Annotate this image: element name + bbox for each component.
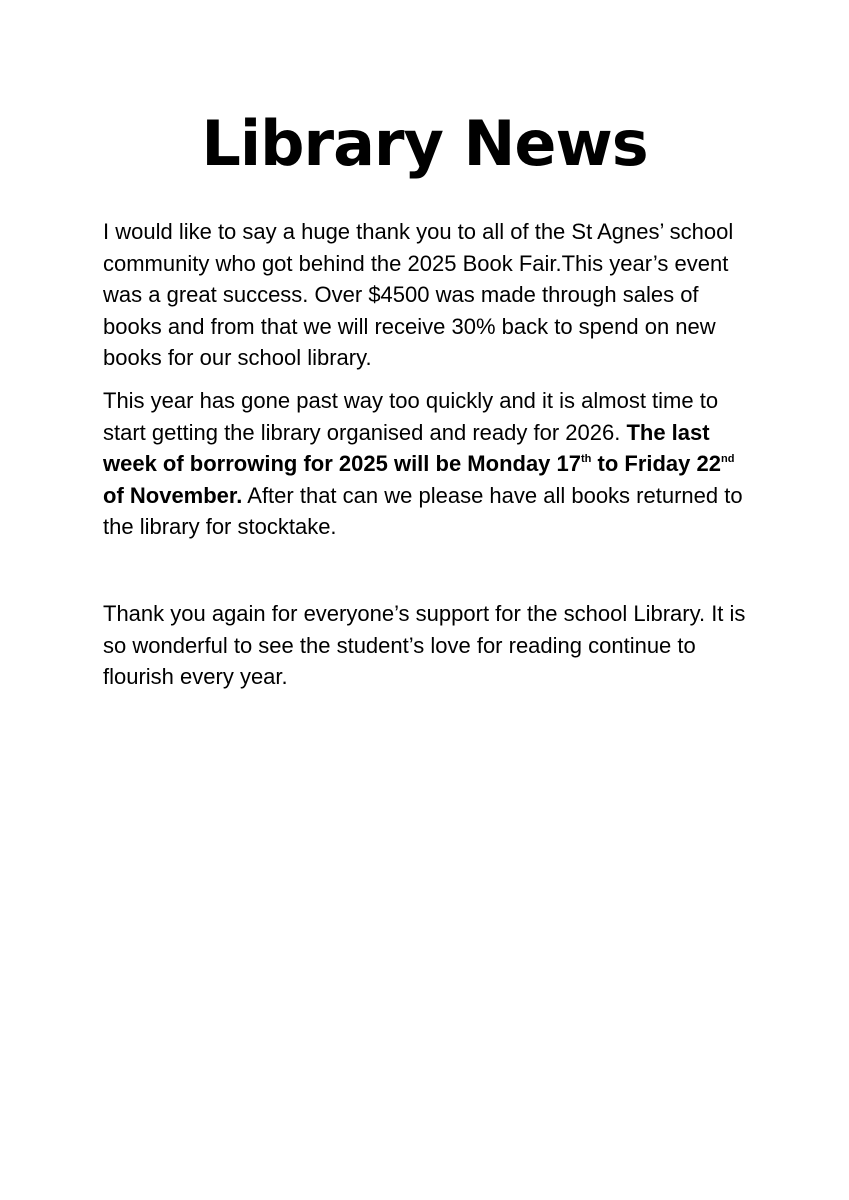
- last-week-bold-3: of November.: [103, 482, 243, 508]
- last-week-bold-1: The last week of borrowing for 2025 will be Monday 17: [103, 419, 710, 476]
- book-fair-paragraph: I would like to say a huge thank you to all of the St Agnes’ school community who got behind the 2025 Book Fair.This year’s event was a great success. Over $4500 was made through sales of books and from that we will receive 30% back to spend on new books for our school library.: [103, 219, 734, 370]
- last-week-bold-2: to Friday 22: [591, 451, 721, 476]
- thank-you-paragraph: Thank you again for everyone’s support for the school Library. It is so wonderful to see the student’s love for reading continue to flourish every year.: [103, 601, 746, 689]
- borrowing-paragraph: [103, 385, 753, 543]
- borrowing-intro: This year has gone past way too quickly and it is almost time to start getting the library organised and ready for 2026.: [103, 388, 719, 445]
- ordinal-suffix-th: th: [581, 453, 592, 465]
- page-title: Library News: [201, 107, 648, 180]
- stocktake-request: After that can we please have all books returned to the library for stocktake.: [103, 482, 743, 539]
- ordinal-suffix-nd: nd: [720, 453, 735, 465]
